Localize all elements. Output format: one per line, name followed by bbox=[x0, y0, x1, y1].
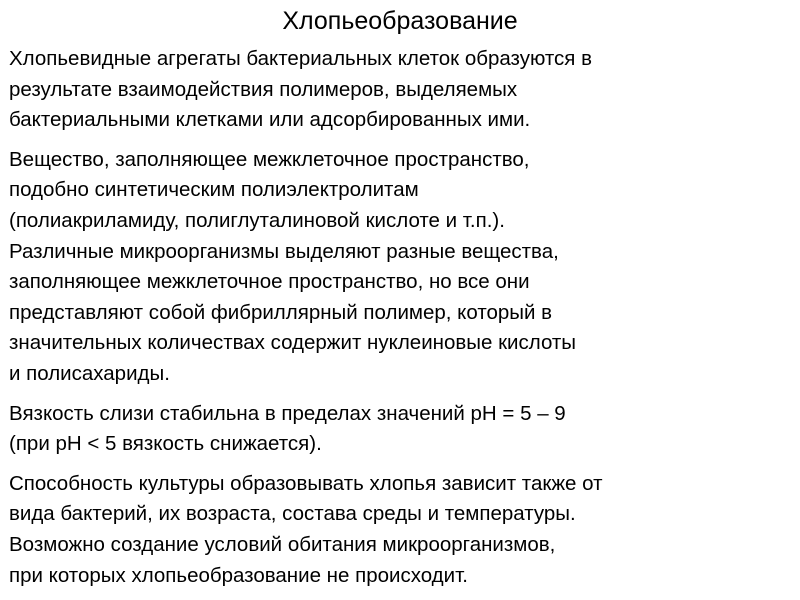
paragraph-mucus-viscosity: Вязкость слизи стабильна в пределах значений рН = 5 – 9 (при рН < 5 вязкость снижается). bbox=[9, 401, 566, 456]
slide-body bbox=[9, 44, 789, 591]
slide-title: Хлопьеобразование bbox=[282, 7, 518, 35]
paragraph-flocculation-ability: Способность культуры образовывать хлопья зависит также от вида бактерий, их возраста, состава среды и температуры. Возможно создание условий обитания микроорганизмов, при которых хлопьеобразование не происходит. bbox=[9, 471, 603, 587]
paragraph-flocculent-aggregates: Хлопьевидные агрегаты бактериальных клеток образуются в результате взаимодействия полимеров, выделяемых бактериальными клетками или адсорбированных ими. bbox=[9, 47, 592, 132]
paragraph-intercellular-substance: Вещество, заполняющее межклеточное пространство, подобно синтетическим полиэлектролитам (полиакриламиду, полиглуталиновой кислоте и т.п.). Различные микроорганизмы выделяют разные вещества, заполняющее межклеточное пространство, но все они представляют собой фибриллярный полимер, который в значительных количествах содержит нуклеиновые кислоты и полисахариды. bbox=[9, 147, 577, 385]
